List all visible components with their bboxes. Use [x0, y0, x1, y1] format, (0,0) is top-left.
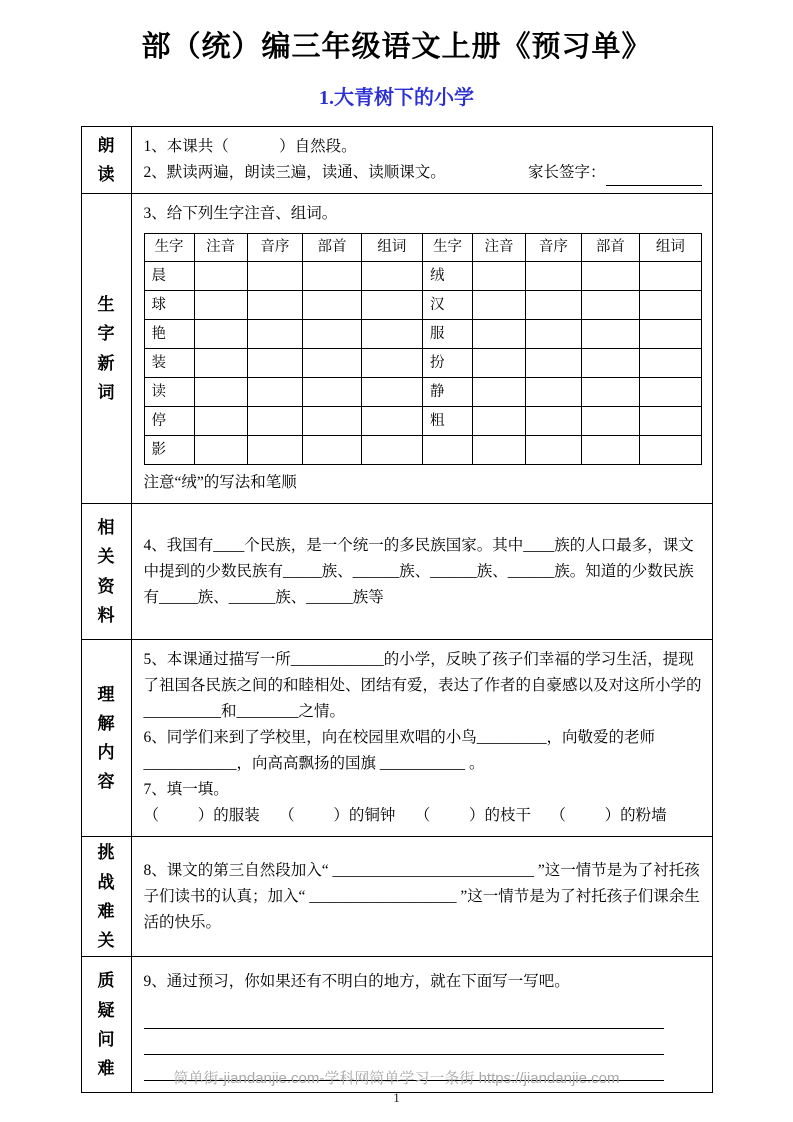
- item-7: 7、填一填。: [143, 781, 229, 799]
- blank-cell: [194, 262, 247, 291]
- blank-cell: [361, 407, 422, 436]
- blank-cell: [526, 349, 582, 378]
- blank-cell: [640, 436, 701, 465]
- section-content-related-materials: [131, 504, 712, 640]
- section-related-materials: [81, 504, 712, 640]
- character-table: [144, 233, 702, 465]
- char-table-row: [144, 349, 701, 378]
- section-reading: [81, 127, 712, 194]
- page-footer: 简单街-jiandanjie.com-学科网简单学习一条街 https://jiandanjie.com: [173, 1070, 620, 1087]
- blank-cell: [247, 262, 303, 291]
- section-content-challenge: [131, 837, 712, 957]
- char-table-header: 部首: [581, 234, 639, 262]
- blank-cell: [526, 407, 582, 436]
- char-cell: 装: [144, 349, 194, 378]
- blank-cell: [581, 320, 639, 349]
- char-table-header: 注音: [194, 234, 247, 262]
- blank-cell: [473, 291, 526, 320]
- item-4: 4、我国有____个民族，是一个统一的多民族国家。其中____族的人口最多，课文中提到的少数民族有_____族、______族、______族、______族。知道的少数民族有_____族、______族、______族等: [143, 536, 694, 606]
- blank-cell: [303, 407, 361, 436]
- char-table-header: 生字: [422, 234, 472, 262]
- section-label-challenge: [81, 837, 131, 957]
- blank-cell: [247, 378, 303, 407]
- blank-cell: [581, 349, 639, 378]
- section-label-text: 理解内容: [97, 684, 115, 792]
- blank-cell: [581, 378, 639, 407]
- char-cell: 读: [144, 378, 194, 407]
- blank-cell: [526, 436, 582, 465]
- item-8: 8、课文的第三自然段加入“ __________________________ ”这一情节是为了衬托孩子们读书的认真；加入“ ___________________ ”这一情节是为了衬托孩子们课余生活的快乐。: [143, 861, 700, 931]
- char-cell: 汉: [422, 291, 472, 320]
- blank-cell: [473, 320, 526, 349]
- item-2-row: [144, 160, 702, 186]
- blank-cell: [194, 378, 247, 407]
- signature-label: 家长签字：: [527, 164, 606, 182]
- page-title: 部（统）编三年级语文上册《预习单》: [141, 31, 652, 63]
- blank-cell: [303, 436, 361, 465]
- section-content-new-characters: [131, 194, 712, 504]
- blank-cell: [581, 407, 639, 436]
- lesson-title: 1.大青树下的小学: [319, 87, 474, 109]
- item-7-blanks: （ ）的服装 （ ）的铜钟 （ ）的枝干 （ ）的粉墙: [143, 807, 667, 825]
- blank-cell: [473, 349, 526, 378]
- page-number: 1: [393, 1090, 400, 1105]
- blank-cell: [361, 320, 422, 349]
- section-challenge: [81, 837, 712, 957]
- blank-cell: [361, 349, 422, 378]
- char-cell: 绒: [422, 262, 472, 291]
- char-table-row: [144, 291, 701, 320]
- blank-cell: [361, 291, 422, 320]
- blank-cell: [526, 262, 582, 291]
- char-cell: 影: [144, 436, 194, 465]
- char-cell: 晨: [144, 262, 194, 291]
- blank-cell: [640, 407, 701, 436]
- item-5: 5、本课通过描写一所____________的小学，反映了孩子们幸福的学习生活，提现了祖国各民族之间的和睦相处、团结有爱，表达了作者的自豪感以及对这所小学的__________和________之情。: [143, 651, 702, 721]
- char-cell: 扮: [422, 349, 472, 378]
- char-cell: [422, 436, 472, 465]
- section-content-comprehension: [131, 640, 712, 837]
- section-label-new-characters: [81, 194, 131, 504]
- char-table-header: 组词: [361, 234, 422, 262]
- section-label-text: 朗读: [97, 135, 115, 185]
- blank-cell: [526, 320, 582, 349]
- char-table-header: 注音: [473, 234, 526, 262]
- item-3: 3、给下列生字注音、组词。: [143, 205, 338, 223]
- char-table-header: 音序: [526, 234, 582, 262]
- section-content-reading: [131, 127, 712, 194]
- char-table-header: 音序: [247, 234, 303, 262]
- blank-cell: [247, 291, 303, 320]
- blank-cell: [361, 436, 422, 465]
- blank-cell: [303, 320, 361, 349]
- blank-cell: [581, 291, 639, 320]
- blank-cell: [247, 320, 303, 349]
- char-cell: 球: [144, 291, 194, 320]
- char-cell: 停: [144, 407, 194, 436]
- char-table-row: [144, 262, 701, 291]
- char-table-header: 部首: [303, 234, 361, 262]
- answer-line-2: [144, 1029, 664, 1055]
- blank-cell: [194, 291, 247, 320]
- char-table-body: [144, 262, 701, 465]
- section-label-comprehension: [81, 640, 131, 837]
- blank-cell: [303, 349, 361, 378]
- char-cell: 粗: [422, 407, 472, 436]
- parent-signature: [528, 160, 702, 186]
- blank-cell: [194, 436, 247, 465]
- blank-cell: [303, 291, 361, 320]
- char-table-row: [144, 436, 701, 465]
- blank-cell: [640, 378, 701, 407]
- blank-cell: [526, 291, 582, 320]
- section-new-characters: [81, 194, 712, 504]
- char-cell: 静: [422, 378, 472, 407]
- blank-cell: [473, 378, 526, 407]
- blank-cell: [303, 378, 361, 407]
- blank-cell: [581, 262, 639, 291]
- char-table-header: 组词: [640, 234, 701, 262]
- section-label-text: 挑战难关: [97, 843, 115, 951]
- blank-cell: [247, 349, 303, 378]
- char-table-row: [144, 378, 701, 407]
- section-label-reading: [81, 127, 131, 194]
- blank-cell: [640, 349, 701, 378]
- char-table-row: [144, 407, 701, 436]
- section-label-related-materials: [81, 504, 131, 640]
- blank-cell: [640, 262, 701, 291]
- char-cell: 服: [422, 320, 472, 349]
- blank-cell: [361, 378, 422, 407]
- blank-cell: [247, 436, 303, 465]
- blank-cell: [194, 407, 247, 436]
- signature-line: [606, 171, 702, 187]
- blank-cell: [640, 291, 701, 320]
- char-table-header: 生字: [144, 234, 194, 262]
- item-6: 6、同学们来到了学校里，向在校园里欢唱的小鸟_________，向敬爱的老师____________，向高高飘扬的国旗 ___________ 。: [143, 729, 656, 773]
- worksheet-table: [81, 126, 713, 1093]
- section-label-text: 相关资料: [97, 518, 115, 625]
- item-9: 9、通过预习，你如果还有不明白的地方，就在下面写一写吧。: [143, 972, 570, 990]
- section-label-text: 生字新词: [97, 295, 115, 402]
- blank-cell: [361, 262, 422, 291]
- blank-cell: [581, 436, 639, 465]
- stroke-note: 注意“绒”的写法和笔顺: [143, 474, 297, 492]
- answer-line-1: [144, 1003, 664, 1029]
- blank-cell: [473, 436, 526, 465]
- char-cell: 艳: [144, 320, 194, 349]
- item-1: 1、本课共（ ）自然段。: [143, 138, 357, 155]
- blank-cell: [473, 262, 526, 291]
- blank-cell: [640, 320, 701, 349]
- blank-cell: [247, 407, 303, 436]
- blank-cell: [194, 349, 247, 378]
- blank-cell: [473, 407, 526, 436]
- section-label-text: 质疑问难: [97, 971, 115, 1079]
- blank-cell: [303, 262, 361, 291]
- char-table-row: [144, 320, 701, 349]
- blank-cell: [526, 378, 582, 407]
- section-comprehension: [81, 640, 712, 837]
- blank-cell: [194, 320, 247, 349]
- char-table-header-row: [144, 234, 701, 262]
- item-2: 2、默读两遍，朗读三遍，读通、读顺课文。: [143, 164, 446, 182]
